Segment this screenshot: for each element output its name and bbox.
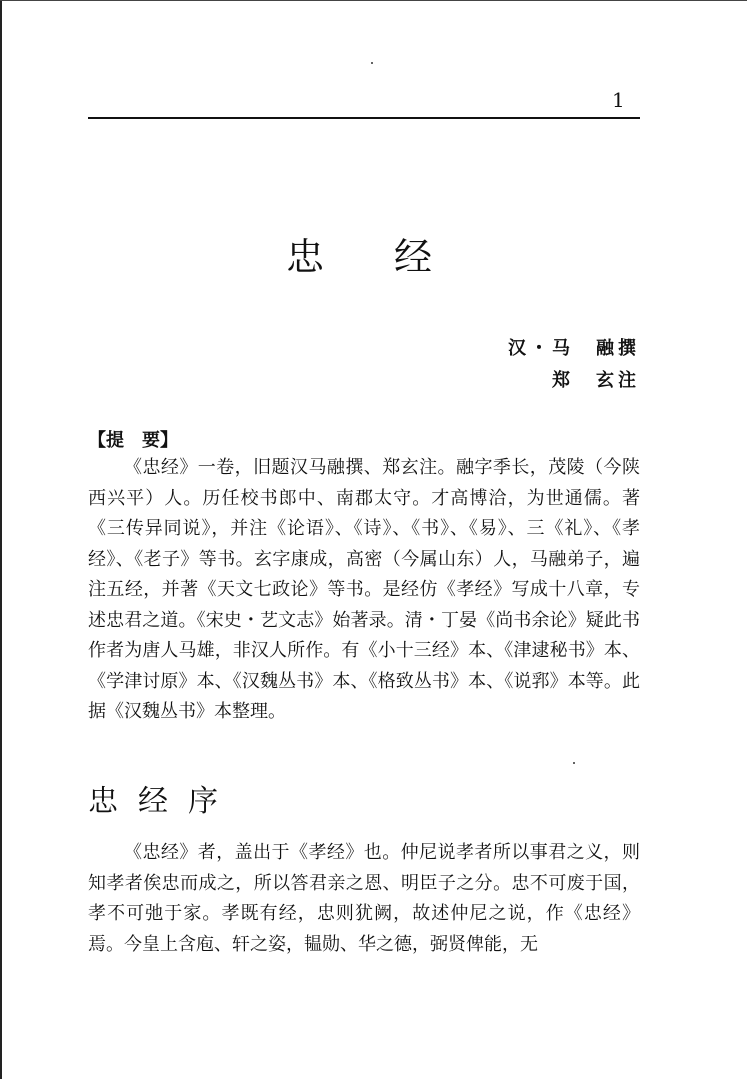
- header-rule: [88, 117, 640, 119]
- annotator-line: 郑 玄注: [552, 370, 640, 391]
- summary-text: 《忠经》一卷，旧题汉马融撰、郑玄注。融字季长，茂陵（今陕西兴平）人。历任校书郎中、南郡太守。才高博洽，为世通儒。著《三传异同说》，并注《论语》、《诗》、《书》、《易》、三《礼》、《孝经》、《老子》等书。玄字康成，高密（今属山东）人，马融弟子，遍注五经，并著《天文七政论》等书。是经仿《孝经》写成十八章，专述忠君之道。《宋史・艺文志》始著录。清・丁晏《尚书余论》疑此书作者为唐人马雄，非汉人所作。有《小十三经》本、《津逮秘书》本、《学津讨原》本、《汉魏丛书》本、《格致丛书》本、《说郛》本等。此据《汉魏丛书》本整理。: [88, 457, 640, 722]
- scan-speck: [573, 762, 575, 764]
- preface-title: 忠经序: [88, 784, 238, 819]
- author-line: 汉・马 融撰: [508, 338, 640, 359]
- page-border-top: [0, 0, 747, 1]
- book-title: 忠经: [286, 235, 503, 279]
- summary-label: 【提 要】: [88, 430, 178, 451]
- scan-speck: [371, 62, 373, 64]
- page-border: [0, 0, 2, 1079]
- preface-text: 《忠经》者，盖出于《孝经》也。仲尼说孝者所以事君之义，则知孝者俟忠而成之，所以答君亲之恩、明臣子之分。忠不可废于国，孝不可弛于家。孝既有经，忠则犹阙，故述仲尼之说，作《忠经》焉。今皇上含庖、轩之姿，韫勋、华之德，弼贤俾能，无: [88, 842, 640, 955]
- page-number: 1: [612, 88, 625, 112]
